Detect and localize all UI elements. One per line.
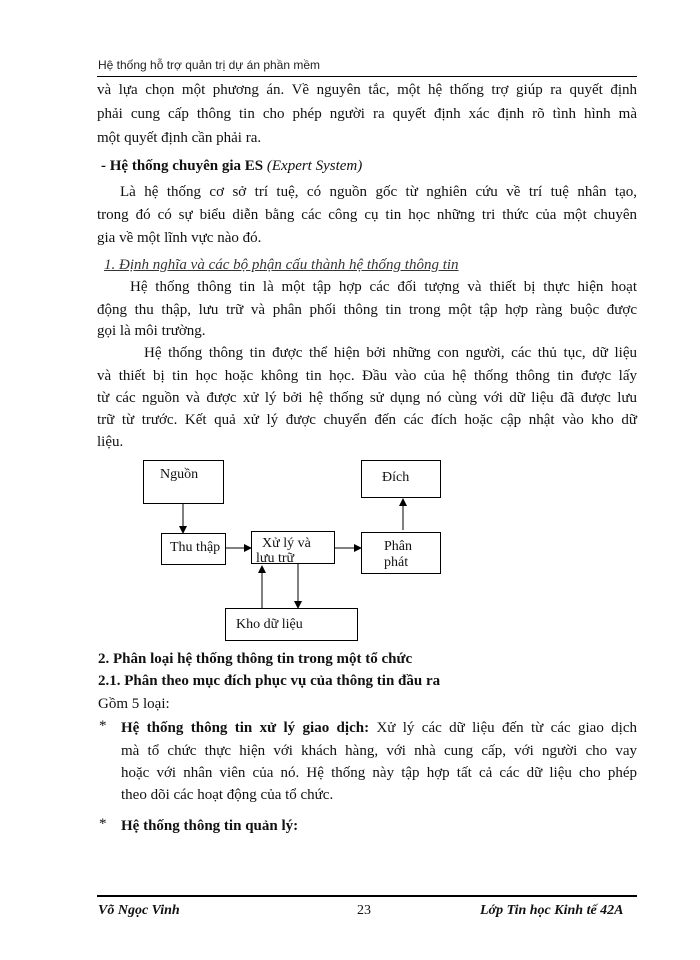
bullet-2-title: Hệ thống thông tin quản lý: (121, 818, 299, 834)
para2-line-2: trong đó có sự biểu diễn bằng các công cụ tin học những tri thức của một chuyên (97, 207, 637, 223)
box-dich-label: Đích (382, 470, 410, 485)
bullet-1-line-3: hoặc với nhân viên của nó. Hệ thống này tập hợp tất cả các dữ liệu cho phép (121, 765, 637, 781)
para4-line-5: liệu. (97, 434, 124, 450)
section21-heading: 2.1. Phân theo mục đích phục vụ của thông tin đầu ra (98, 673, 441, 689)
box-xu-ly-line-1: Xử lý và (262, 536, 311, 551)
box-kho-label: Kho dữ liệu (236, 617, 303, 632)
box-phan-phat-line-2: phát (384, 555, 409, 570)
box-nguon-label: Nguồn (160, 467, 199, 482)
es-heading-title: Hệ thống chuyên gia ES (109, 158, 264, 174)
para1-line-1: và lựa chọn một phương án. Về nguyên tắc, một hệ thống trợ giúp ra quyết định (97, 82, 637, 98)
bullet-1-title: Hệ thống thông tin xử lý giao dịch: (121, 720, 370, 736)
box-phan-phat-line-1: Phân (384, 539, 412, 554)
section1-heading: 1. Định nghĩa và các bộ phận cấu thành hệ thống thông tin (104, 257, 459, 273)
box-nguon (143, 460, 224, 504)
footer-rule (97, 895, 637, 897)
section2-heading: 2. Phân loại hệ thống thông tin trong một tổ chức (98, 651, 413, 667)
footer-author: Võ Ngọc Vinh (98, 903, 180, 918)
para3-line-3: gọi là môi trường. (97, 323, 206, 339)
footer-page-number: 23 (357, 903, 371, 918)
para1-line-2: phải cung cấp thông tin cho phép người ra quyết định xác định rõ tình hình mà (97, 106, 637, 122)
para2-line-1: Là hệ thống cơ sở trí tuệ, có nguồn gốc từ nghiên cứu về trí tuệ nhân tạo, (120, 184, 637, 200)
es-heading-subtitle: (Expert System) (266, 158, 363, 174)
para4-line-3: từ các nguồn và được xử lý bởi hệ thống sử dụng nó cùng với dữ liệu đã được lưu (97, 390, 637, 406)
box-dich (361, 460, 441, 498)
bullet-2-marker: * (99, 816, 107, 832)
para4-line-4: trữ từ trước. Kết quả xử lý được chuyển đến các đích hoặc cập nhật vào kho dữ (97, 412, 637, 428)
para3-line-2: động thu thập, lưu trữ và phân phối thông tin trong một tập hợp ràng buộc được (97, 302, 637, 318)
running-header: Hệ thống hỗ trợ quản trị dự án phần mềm (98, 58, 321, 72)
bullet-1-first-rest: Xử lý các dữ liệu đến từ các giao dịch (369, 720, 638, 736)
para4-line-1: Hệ thống thông tin được thể hiện bởi những con người, các thủ tục, dữ liệu (144, 345, 637, 361)
box-thu-thap (161, 533, 226, 565)
box-kho-du-lieu (225, 608, 358, 641)
box-xu-ly-line-2: lưu trữ (256, 551, 295, 566)
gom-5-loai: Gồm 5 loại: (98, 696, 170, 712)
para4-line-2: và thiết bị tin học hoặc không tin học. Đầu vào của hệ thống thông tin được lấy (97, 368, 637, 384)
box-phan-phat (361, 532, 441, 574)
footer-class: Lớp Tin học Kinh tế 42A (480, 903, 624, 918)
box-xu-ly (251, 531, 335, 564)
bullet-1-line-4: theo dõi các hoạt động của tổ chức. (121, 787, 334, 803)
para1-line-3: một quyết định cần phải ra. (97, 130, 262, 146)
es-heading-prefix: - (101, 158, 110, 174)
bullet-1-line-2: mà tổ chức thực hiện với khách hàng, với nhà cung cấp, với người cho vay (121, 743, 637, 759)
para3-line-1: Hệ thống thông tin là một tập hợp các đối tượng và thiết bị thực hiện hoạt (130, 279, 637, 295)
bullet-1-marker: * (99, 718, 107, 734)
para2-line-3: gia về một lĩnh vực nào đó. (97, 230, 262, 246)
box-thu-thap-label: Thu thập (170, 540, 221, 555)
bullet-1-line-1 (121, 720, 637, 737)
